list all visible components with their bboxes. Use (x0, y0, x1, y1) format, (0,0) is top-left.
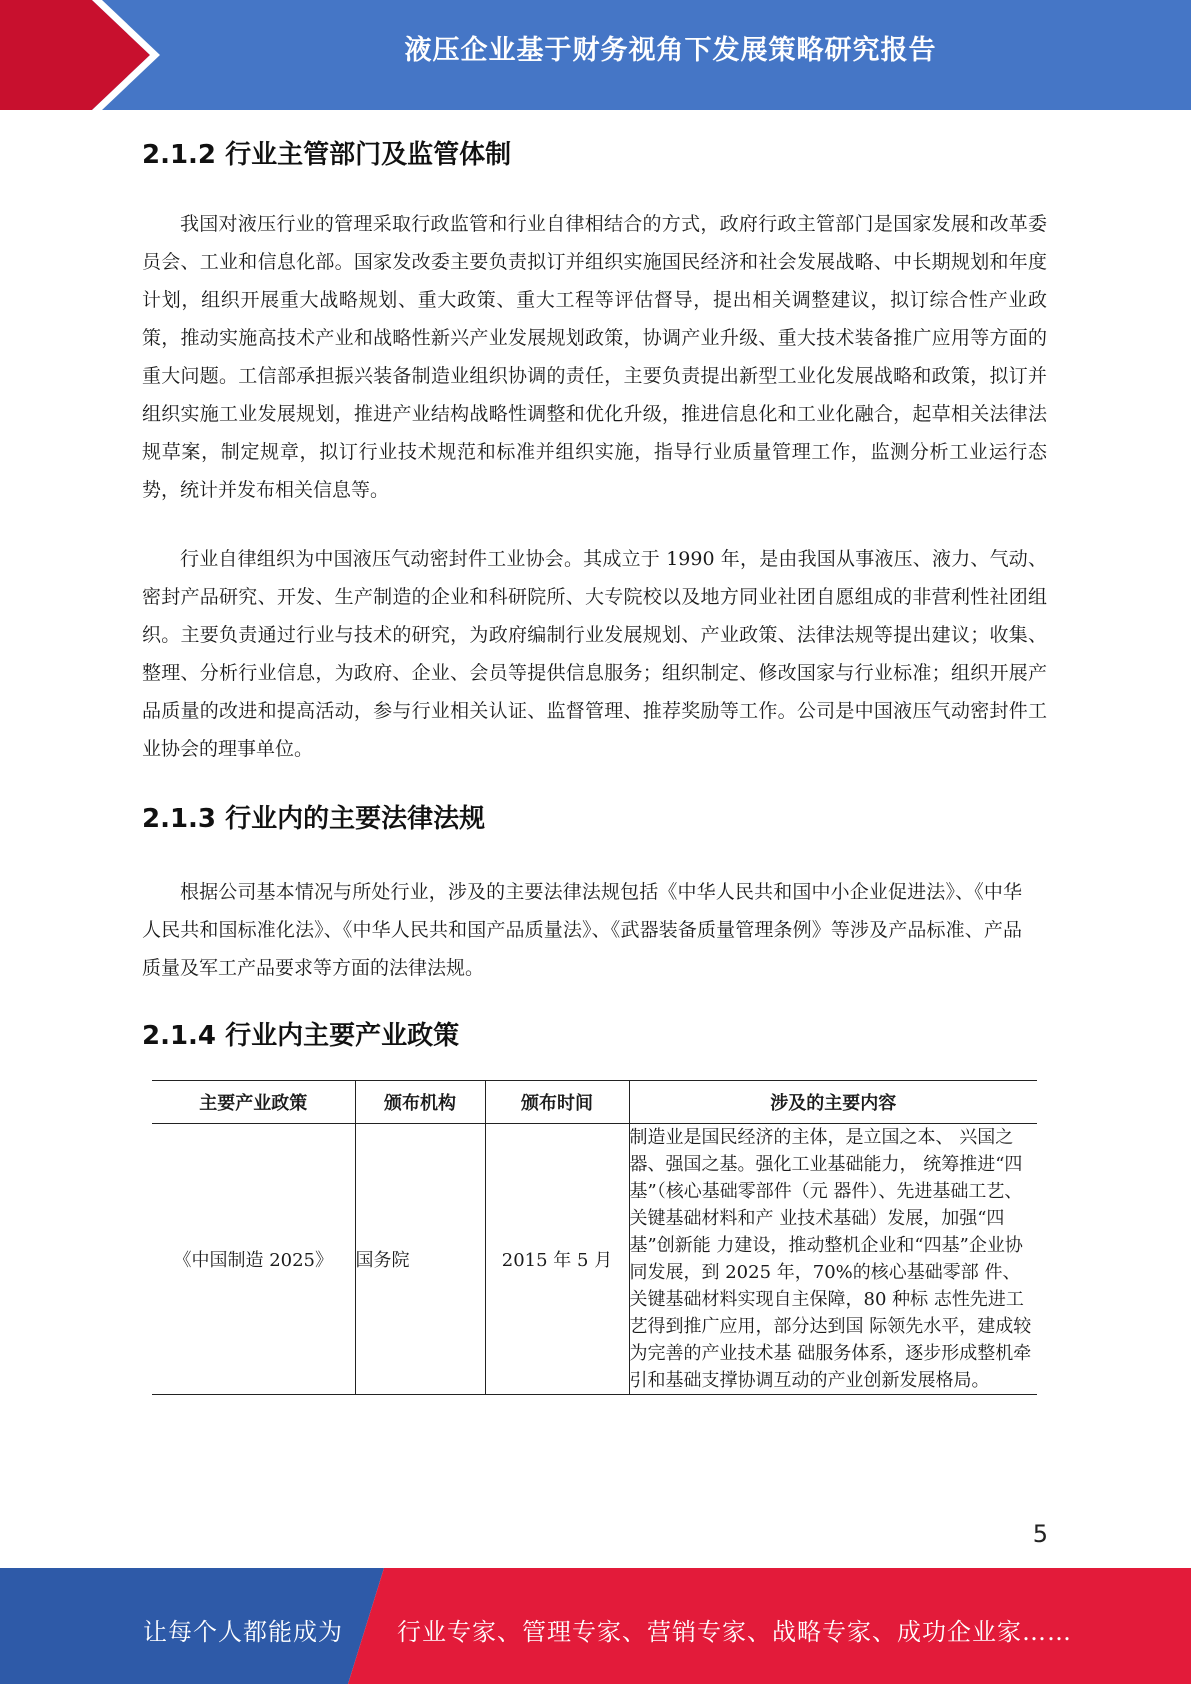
column-header: 涉及的主要内容 (629, 1081, 1037, 1124)
page-number: 5 (1032, 1520, 1048, 1548)
paragraph: 行业自律组织为中国液压气动密封件工业协会。其成立于 1990 年，是由我国从事液压、液力、气动、密封产品研究、开发、生产制造的企业和科研院所、大专院校以及地方同业社团自愿组成的非营利性社团组织。主要负责通过行业与技术的研究，为政府编制行业发展规划、产业政策、法律法规等提出建议；收集、整理、分析行业信息，为政府、企业、会员等提供信息服务；组织制定、修改国家与行业标准；组织开展产品质量的改进和提高活动，参与行业相关认证、监督管理、推荐奖励等工作。公司是中国液压气动密封件工业协会的理事单位。 (142, 548, 1047, 760)
footer-slogan-left: 让每个人都能成为 (143, 1618, 343, 1646)
page-footer (0, 1568, 1191, 1684)
date-cell: 2015 年 5 月 (485, 1124, 629, 1395)
column-header: 主要产业政策 (152, 1081, 355, 1124)
section-heading: 2.1.2 行业主管部门及监管体制 (142, 140, 512, 170)
policy-name-cell: 《中国制造 2025》 (152, 1124, 355, 1395)
footer-slogan-right: 行业专家、管理专家、营销专家、战略专家、成功企业家…… (397, 1618, 1072, 1646)
column-header: 颁布时间 (485, 1081, 629, 1124)
section-heading: 2.1.3 行业内的主要法律法规 (142, 804, 486, 834)
header-title: 液压企业基于财务视角下发展策略研究报告 (404, 35, 937, 66)
policy-table (152, 1080, 1037, 1395)
page-header (0, 0, 1191, 110)
section-heading: 2.1.4 行业内主要产业政策 (142, 1021, 460, 1051)
agency-cell: 国务院 (355, 1124, 485, 1395)
paragraph: 我国对液压行业的管理采取行政监管和行业自律相结合的方式，政府行政主管部门是国家发展和改革委员会、工业和信息化部。国家发改委主要负责拟订并组织实施国民经济和社会发展战略、中长期规划和年度计划，组织开展重大战略规划、重大政策、重大工程等评估督导，提出相关调整建议，拟订综合性产业政策，推动实施高技术产业和战略性新兴产业发展规划政策，协调产业升级、重大技术装备推广应用等方面的重大问题。工信部承担振兴装备制造业组织协调的责任，主要负责提出新型工业化发展战略和政策，拟订并组织实施工业发展规划，推进产业结构战略性调整和优化升级，推进信息化和工业化融合，起草相关法律法规草案，制定规章，拟订行业技术规范和标准并组织实施，指导行业质量管理工作，监测分析工业运行态势，统计并发布相关信息等。 (142, 213, 1047, 501)
table-row (152, 1124, 1037, 1395)
column-header: 颁布机构 (355, 1081, 485, 1124)
content-cell: 制造业是国民经济的主体，是立国之本、 兴国之器、强国之基。强化工业基础能力， 统筹推进“四基”（核心基础零部件（元 器件）、先进基础工艺、关键基础材料和产 业技术基础）发展，加强“四基”创新能 力建设，推动整机企业和“四基”企业协 同发展，到 2025 年，70%的核心基础零部 件、关键基础材料实现自主保障，80 种标 志性先进工艺得到推广应用，部分达到国 际领先水平，建成较为完善的产业技术基 础服务体系，逐步形成整机牵引和基础支撑协调互动的产业创新发展格局。 (629, 1124, 1037, 1395)
table-header-row (152, 1081, 1037, 1124)
paragraph: 根据公司基本情况与所处行业，涉及的主要法律法规包括《中华人民共和国中小企业促进法》、《中华人民共和国标准化法》、《中华人民共和国产品质量法》、《武器装备质量管理条例》等涉及产品标准、产品质量及军工产品要求等方面的法律法规。 (142, 881, 1022, 979)
